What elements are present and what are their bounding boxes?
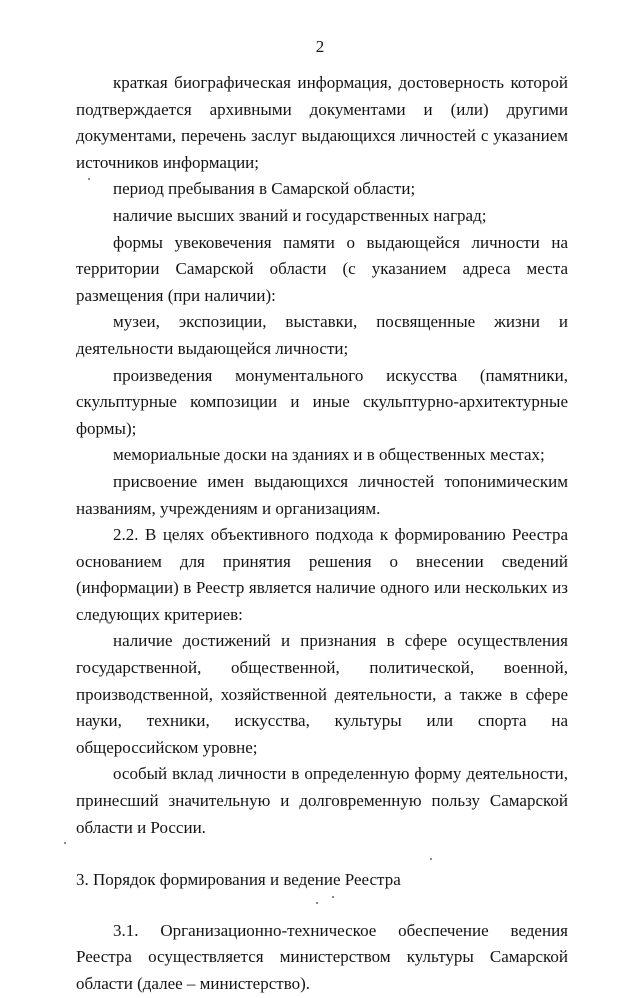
document-body — [76, 70, 568, 998]
paragraph-clause-2-2: 2.2. В целях объективного подхода к формированию Реестра основанием для принятия решения о внесении сведений (информации) в Реестр является наличие одного или нескольких из следующих критериев: — [76, 525, 568, 624]
scan-speck — [430, 858, 432, 860]
paragraph-titles-awards: наличие высших званий и государственных наград; — [113, 205, 487, 225]
page-number: 2 — [315, 37, 325, 56]
paragraph-stay-period: период пребывания в Самарской области; — [113, 179, 416, 199]
scan-speck — [88, 178, 90, 180]
paragraph-museums: музеи, экспозиции, выставки, посвященные жизни и деятельности выдающейся личности; — [76, 312, 568, 358]
paragraph-clause-3-1: 3.1. Организационно-техническое обеспечение ведения Реестра осуществляется министерством культуры Самарской области (далее – министерство). — [76, 920, 568, 993]
paragraph-monumental-art: произведения монументального искусства (памятники, скульптурные композиции и иные скульптурно-архитектурные формы); — [76, 365, 568, 438]
scan-speck — [64, 842, 66, 844]
paragraph-memorial-plaques: мемориальные доски на зданиях и в общественных местах; — [113, 445, 545, 465]
section-heading: 3. Порядок формирования и ведение Реестра — [76, 870, 401, 890]
paragraph-achievements-criterion: наличие достижений и признания в сфере осуществления государственной, общественной, политической, военной, производственной, хозяйственной деятельности, а также в сфере науки, техники, искусства, культуры или спорта на общероссийском уровне; — [76, 631, 568, 757]
paragraph-memorial-forms: формы увековечения памяти о выдающейся личности на территории Самарской области (с указанием адреса места размещения (при наличии): — [76, 232, 568, 305]
scan-speck — [332, 896, 334, 898]
scan-speck — [316, 902, 318, 904]
paragraph-contribution-criterion: особый вклад личности в определенную форму деятельности, принесший значительную и долговременную пользу Самарской области и России. — [76, 764, 568, 837]
paragraph-name-assignment: присвоение имен выдающихся личностей топонимическим названиям, учреждениям и организациям. — [76, 471, 568, 518]
paragraph-biographical-info: краткая биографическая информация, достоверность которой подтверждается архивными документами и (или) другими документами, перечень заслуг выдающихся личностей с указанием источников информации; — [76, 73, 568, 172]
